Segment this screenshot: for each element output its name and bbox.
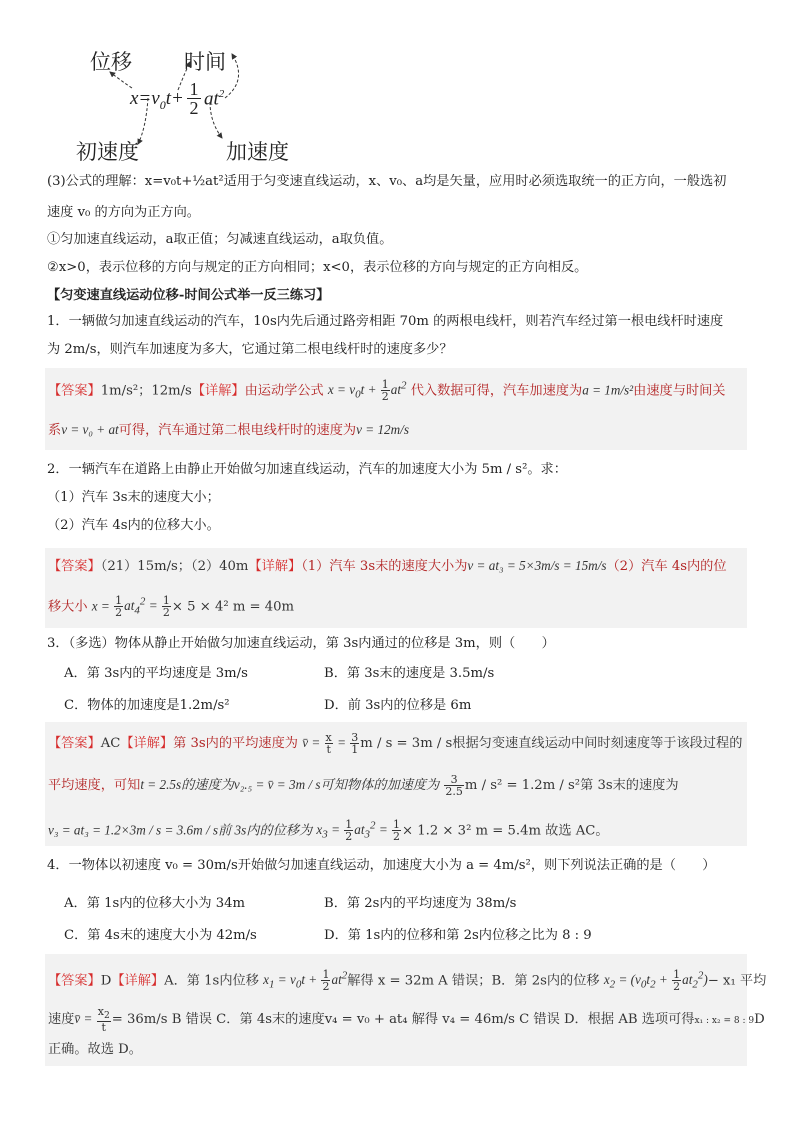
q4-line-1: 4．一物体以初速度 v₀ = 30m/s开始做匀加速直线运动，加速度大小为 a = 4m/s²，则下列说法正确的是（ ） <box>47 858 716 873</box>
label-acceleration: 加速度 <box>226 140 289 164</box>
q2-line-1: 2．一辆汽车在道路上由静止开始做匀加速直线运动，汽车的加速度大小为 5m / s²。求： <box>47 462 567 477</box>
note-line-3: ①匀加速直线运动，a取正值；匀减速直线运动，a取负值。 <box>47 232 393 247</box>
q4-answer-line-2: 速度v̄ = $\frac{x_2}{t}$ = 36m/s B 错误 C．第 4s末的速度v₄ = v₀ + at₄ 解得 v₄ = 46m/s C 错误 D．根据 AB 选项可得x₁ : x₂ = 8 : 9D <box>48 1005 765 1035</box>
q4-answer-line-1: 【答案】D【详解】A．第 1s内位移 $x_1 = v_0t$ + $\frac{1}{2}$ $at^2$解得 x = 32m A 错误；B．第 2s内的位移 $x_2 = (v_0t_2$ + $\frac{1}{2}$ $at_2^2)- x_1$ 平均 <box>48 968 767 994</box>
q2-answer-line-2: 移大小 x = $\frac{1}{2}$ $at_4^2$ = $\frac{1}{2}$ × 5 × 4² m = 40m <box>48 594 295 620</box>
diagram-arrows <box>60 40 320 160</box>
q3-answer-line-3: v₃ = at₃ = 1.2×3m / s = 3.6m / s前 3s内的位移为 $x_3$ = $\frac{1}{2}$ $at_3^2$ = $\frac{1}{2}$ × 1.2 × 3² m = 5.4m 故选 AC。 <box>48 818 609 844</box>
arrow-to-displacement <box>110 72 132 88</box>
q2-line-3: （2）汽车 4s内的位移大小。 <box>47 518 220 533</box>
q3-option-d[interactable]: D．前 3s内的位移是 6m <box>324 698 472 713</box>
q2-answer-box <box>45 548 747 628</box>
q4-option-c[interactable]: C．第 4s末的速度大小为 42m/s <box>64 928 257 943</box>
q2-answer-line-1: 【答案】（21）15m/s；（2）40m【详解】（1）汽车 3s末的速度大小为v = at₃ = 5×3m/s = 15m/s（2）汽车 4s内的位 <box>48 558 727 574</box>
q4-option-d[interactable]: D．第 1s内的位移和第 2s内位移之比为 8 : 9 <box>324 928 592 943</box>
q3-option-a[interactable]: A．第 3s内的平均速度是 3m/s <box>64 666 248 681</box>
note-line-2: 速度 v₀ 的方向为正方向。 <box>47 205 200 220</box>
label-initial-velocity: 初速度 <box>76 140 139 164</box>
q3-option-c[interactable]: C．物体的加速度是1.2m/s² <box>64 698 230 713</box>
q1-answer-line-2: 系v = v₀ + at可得，汽车通过第二根电线杆时的速度为v = 12m/s <box>48 422 409 438</box>
arrow-to-initial-velocity <box>138 98 148 144</box>
arrow-to-time <box>178 62 190 90</box>
displacement-formula: $x=v_0t+$ <box>130 88 184 112</box>
q4-option-b[interactable]: B．第 2s内的平均速度为 38m/s <box>324 896 517 911</box>
label-time: 时间 <box>184 50 226 74</box>
section-title: 【匀变速直线运动位移-时间公式举一反三练习】 <box>47 288 330 303</box>
label-displacement: 位移 <box>90 50 132 74</box>
q4-answer-box <box>45 954 767 1066</box>
q3-answer-line-1: 【答案】AC【详解】第 3s内的平均速度为 v̄ = $\frac{x}{t}$ = $\frac{3}{1}$ m / s = 3m / s根据匀变速直线运动中间时刻速度等于该段过程的 <box>48 731 743 756</box>
q1-line-1: 1．一辆做匀加速直线运动的汽车，10s内先后通过路旁相距 70m 的两根电线杆，则若汽车经过第一根电线杆时速度 <box>47 314 724 329</box>
q1-answer-box <box>45 368 747 450</box>
formula-at: $at^2$ <box>204 88 225 110</box>
q3-answer-line-2: 平均速度，可知t = 2.5s的速度为v₂.₅ = v̄ = 3m / s可知物体的加速度为 $\frac{3}{2.5}$ m / s² = 1.2m / s²第 3s末的速度为 <box>48 773 679 798</box>
q3-line-1: 3．（多选）物体从静止开始做匀加速直线运动，第 3s内通过的位移是 3m，则（ ） <box>47 636 555 651</box>
q1-line-2: 为 2m/s，则汽车加速度为多大，它通过第二根电线杆时的速度多少？ <box>47 342 453 357</box>
q2-line-2: （1）汽车 3s末的速度大小； <box>47 490 220 505</box>
q1-answer-line-1: 【答案】1m/s²；12m/s【详解】由运动学公式 $x = v_0t$ + $\frac{1}{2}$ $at^2$ 代入数据可得，汽车加速度为a = 1m/s²由速度与时间关 <box>48 378 726 404</box>
q4-answer-line-3: 正确。故选 D。 <box>48 1042 142 1057</box>
arrow-to-acceleration <box>210 102 222 138</box>
note-line-4: ②x>0，表示位移的方向与规定的正方向相同；x<0，表示位移的方向与规定的正方向相反。 <box>47 260 588 275</box>
arrow-time-loop <box>225 54 239 98</box>
q3-answer-box <box>45 722 747 846</box>
q4-option-a[interactable]: A．第 1s内的位移大小为 34m <box>64 896 246 911</box>
note-line-1: (3)公式的理解：x=v₀t+½at²适用于匀变速直线运动，x、v₀、a均是矢量，应用时必须选取统一的正方向，一般选初 <box>47 174 727 189</box>
q3-option-b[interactable]: B．第 3s末的速度是 3.5m/s <box>324 666 495 681</box>
formula-fraction: 1 2 <box>187 80 201 117</box>
